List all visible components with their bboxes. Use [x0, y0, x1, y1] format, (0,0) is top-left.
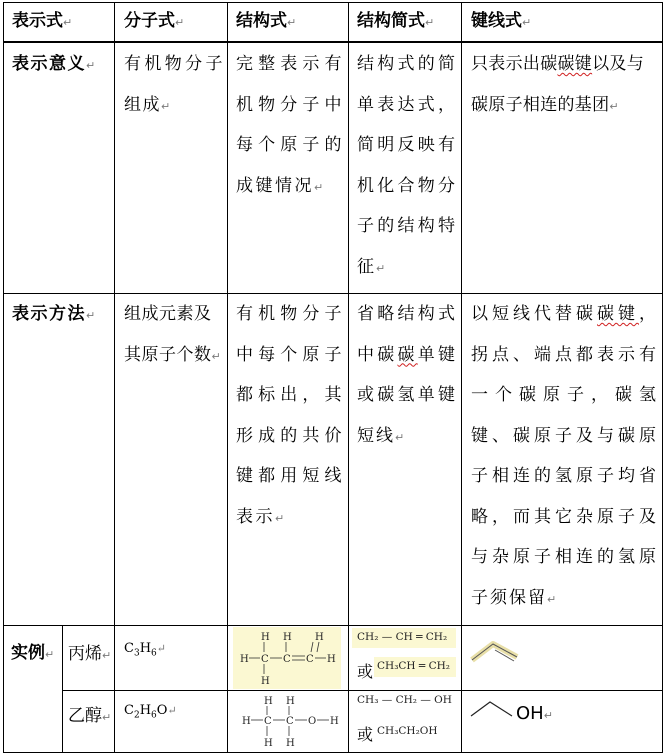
row-divider-2 [3, 625, 663, 626]
propene-h-left: H [240, 654, 249, 665]
propene-or-label: 或 [357, 662, 374, 681]
example-sub-line [62, 625, 63, 753]
propene-c1: C [261, 654, 269, 665]
header-divider [3, 41, 663, 43]
table-border-bottom [3, 752, 663, 753]
propene-c3: C [306, 654, 314, 665]
col-line-5 [662, 2, 663, 753]
propene-condensed-2: CH₃CH ═ CH₂ [377, 660, 450, 672]
row-label-meaning: 表示意义↵ [12, 54, 96, 74]
ethanol-c1: C [264, 716, 272, 727]
ethanol-h-top-1: H [264, 696, 273, 707]
propene-h-top-3: H [315, 632, 324, 643]
propene-c2: C [283, 654, 291, 665]
header-cell-skeletal: 键线式↵ [471, 11, 532, 31]
propene-structural-diagram [233, 627, 343, 689]
ethanol-c2: C [286, 716, 294, 727]
propene-h-top-2: H [283, 632, 292, 643]
col-line-3 [348, 2, 349, 753]
method-molecular: 组成元素及其原子个数↵ [124, 304, 221, 365]
method-skeletal: 以短线代替碳碳键，拐点、端点都表示有一个碳原子，碳氢键、碳原子及与碳原子相连的氢原子均省略，而其它杂原子及与杂原子相连的氢原子须保留↵ [471, 304, 658, 608]
propene-condensed-1: CH₂ — CH ═ CH₂ [357, 631, 448, 643]
col-line-1 [114, 2, 115, 753]
propene-h-bottom: H [261, 676, 270, 687]
meaning-condensed: 结构式的简单表达式，简明反映有机化合物分子的结构特征↵ [357, 54, 457, 277]
header-cell-condensed: 结构简式↵ [357, 11, 435, 31]
meaning-structural: 完整表示有机物分子中每个原子的成键情况↵ [236, 54, 344, 196]
ethanol-condensed-1: CH₃ — CH₂ — OH [357, 694, 452, 706]
ethanol-skeletal-oh: OH↵ [516, 703, 553, 724]
ethanol-h-top-2: H [286, 696, 295, 707]
col-line-2 [227, 2, 228, 753]
ethanol-formula: $C_2H_6O↵$ [124, 703, 177, 721]
meaning-molecular: 有机物分子组成↵ [124, 54, 224, 115]
ethanol-condensed-2: CH₃CH₂OH [377, 725, 438, 737]
col-line-4 [461, 2, 462, 753]
ethanol-h-right: H [330, 716, 339, 727]
row-divider-3 [62, 690, 663, 691]
row-label-method: 表示方法↵ [12, 304, 96, 324]
propene-h-top-1: H [261, 632, 270, 643]
propene-skeletal-diagram [468, 630, 522, 664]
meaning-skeletal: 只表示出碳碳键以及与碳原子相连的基团↵ [471, 54, 645, 115]
col-line-0 [3, 2, 4, 753]
header-cell-structural: 结构式↵ [236, 11, 297, 31]
ethanol-or-label: 或 [357, 725, 374, 744]
ethanol-h-bottom-1: H [264, 738, 273, 749]
propene-h-right: H [327, 654, 336, 665]
ethanol-name: 乙醇↵ [68, 706, 112, 726]
header-cell-molecular: 分子式↵ [124, 11, 185, 31]
ethanol-o: O [308, 716, 317, 727]
method-condensed: 省略结构式中碳碳单键或碳氢单键短线↵ [357, 304, 457, 446]
ethanol-structural-diagram [236, 692, 344, 752]
method-structural: 有机物分子中每个原子都标出，其形成的共价键都用短线表示↵ [236, 304, 344, 527]
ethanol-h-bottom-2: H [286, 738, 295, 749]
table-border-top [3, 2, 663, 3]
propene-formula: $C_3H_6↵$ [124, 641, 166, 659]
propene-name: 丙烯↵ [68, 644, 112, 664]
header-cell-notation: 表示式↵ [12, 11, 73, 31]
row-label-examples: 实例↵ [11, 643, 55, 663]
ethanol-h-left: H [242, 716, 251, 727]
